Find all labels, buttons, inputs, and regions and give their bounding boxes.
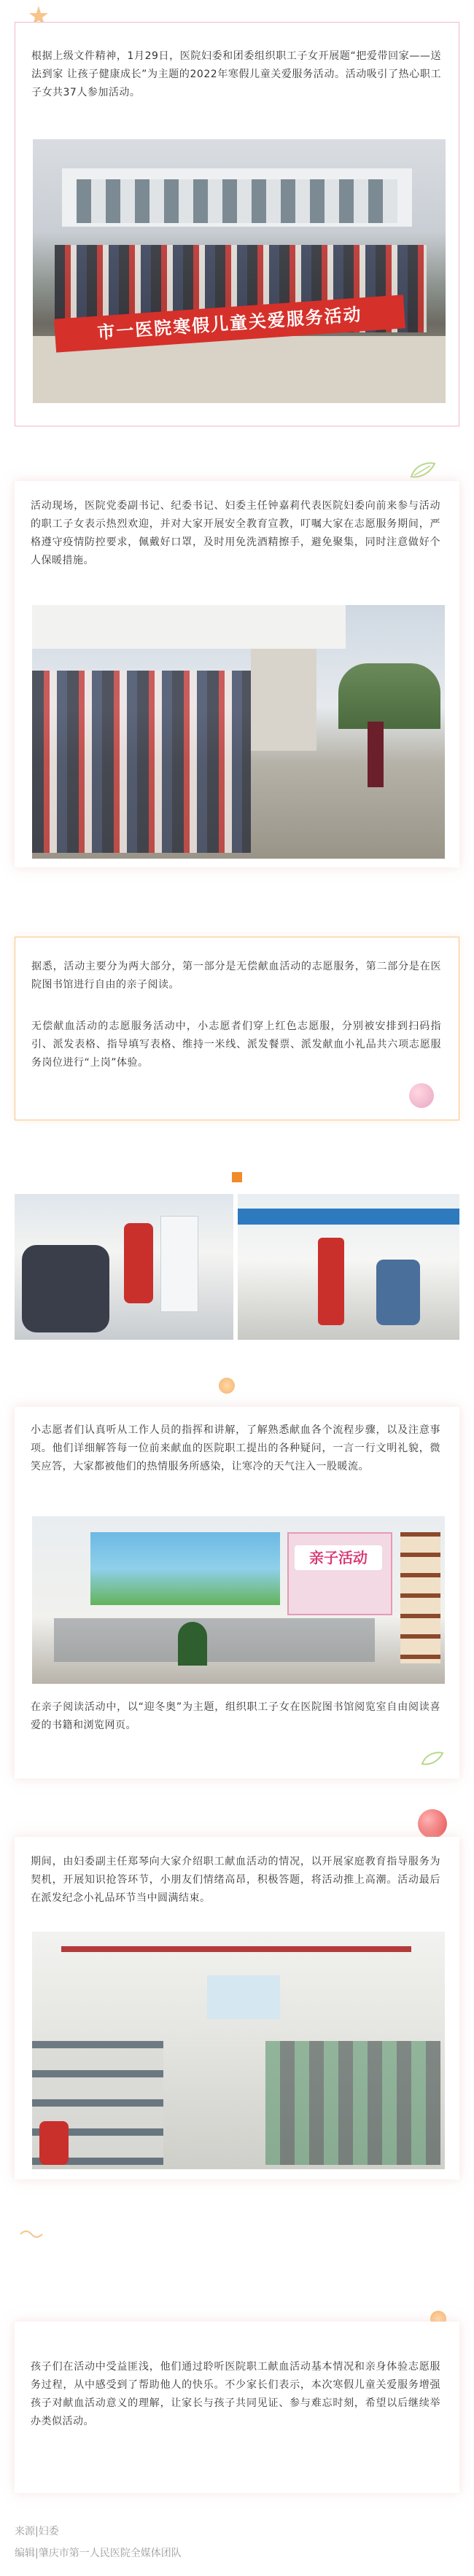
group-photo-1: [33, 139, 446, 403]
safety-briefing-photo: [32, 605, 445, 859]
section4-text: 小志愿者们认真听从工作人员的指挥和讲解，了解熟悉献血各个流程步骤，以及注意事项。他们详细解答每一位前来献血的医院职工提出的各种疑问，一言一行文明礼貌，微笑应答，大家都被他们的热情服务所感染，让寒冷的天气注入一股暖流。: [31, 1424, 440, 1472]
reading-activity-sign: 亲子活动: [295, 1545, 382, 1570]
section-card-4: [15, 1407, 459, 1779]
footer-source: 来源|妇委: [15, 2526, 59, 2537]
section5-text: 期间，由妇委副主任郑琴向大家介绍职工献血活动的情况，以开展家庭教育指导服务为契机，开展知识抢答环节，小朋友们情绪高昂，积极答题，将活动推上高潮。活动最后在派发纪念小礼品环节当中圆满结束。: [31, 1856, 440, 1904]
ribbon-decoration: [232, 1172, 242, 1182]
reading-caption: 在亲子阅读活动中，以“迎冬奥”为主题，组织职工子女在医院图书馆阅览室自由阅读喜爱的书籍和浏览网页。: [31, 1701, 440, 1731]
section1-text: 根据上级文件精神，1月29日，医院妇委和团委组织职工子女开展题“把爱带回家——送法到家 让孩子健康成长”为主题的2022年寒假儿童关爱服务活动。活动吸引了热心职工子女共37人参加活动。: [31, 50, 441, 98]
footer-editor: 编辑|肇庆市第一人民医院全媒体团队: [15, 2548, 182, 2559]
balloon-decoration-icon: [409, 1083, 434, 1108]
leaf-decoration-icon: [420, 1749, 445, 1768]
section6-text: 孩子们在活动中受益匪浅，他们通过聆听医院职工献血活动基本情况和亲身体验志愿服务过程，从中感受到了帮助他人的快乐。不少家长们表示，本次寒假儿童关爱服务增强孩子对献血活动意义的理解，让家长与孩子共同见证、参与难忘时刻，希望以后继续举办类似活动。: [31, 2361, 440, 2427]
blood-donation-photo-left: [15, 1194, 233, 1340]
leaf-decoration-icon: [408, 459, 438, 481]
reading-room-photo: [32, 1516, 445, 1684]
quiz-activity-photo: [32, 1932, 445, 2169]
activity-banner: 市一医院寒假儿童关爱服务活动: [54, 294, 405, 352]
section-card-6: [15, 2322, 459, 2493]
section2-text: 活动现场，医院党委副书记、纪委书记、妇委主任钟嘉莉代表医院妇委向前来参与活动的职工子女表示热烈欢迎，并对大家开展安全教育宣教，叮嘱大家在志愿服务期间，严格遵守疫情防控要求，佩戴好口罩，及时用免洗酒精擦手，避免聚集，同时注意做好个人保暖措施。: [31, 500, 440, 566]
section3-para2: 无偿献血活动的志愿服务活动中，小志愿者们穿上红色志愿服，分别被安排到扫码指引、派发表格、指导填写表格、维持一米线、派发餐票、派发献血小礼品共六项志愿服务岗位进行“上岗”体验。: [31, 1020, 441, 1069]
section-card-3: [15, 937, 459, 1120]
scroll-decoration-icon: [19, 2227, 44, 2241]
section3-para1: 据悉，活动主要分为两大部分，第一部分是无偿献血活动的志愿服务，第二部分是在医院图书馆进行自由的亲子阅读。: [31, 961, 441, 991]
section-card-5: [15, 1837, 459, 2179]
section-card-2: [15, 481, 459, 867]
blood-donation-photo-right: [238, 1194, 459, 1340]
section-card-1: [15, 22, 459, 426]
balloon-decoration-icon: [418, 1809, 447, 1838]
sun-decoration-icon: [219, 1378, 235, 1394]
